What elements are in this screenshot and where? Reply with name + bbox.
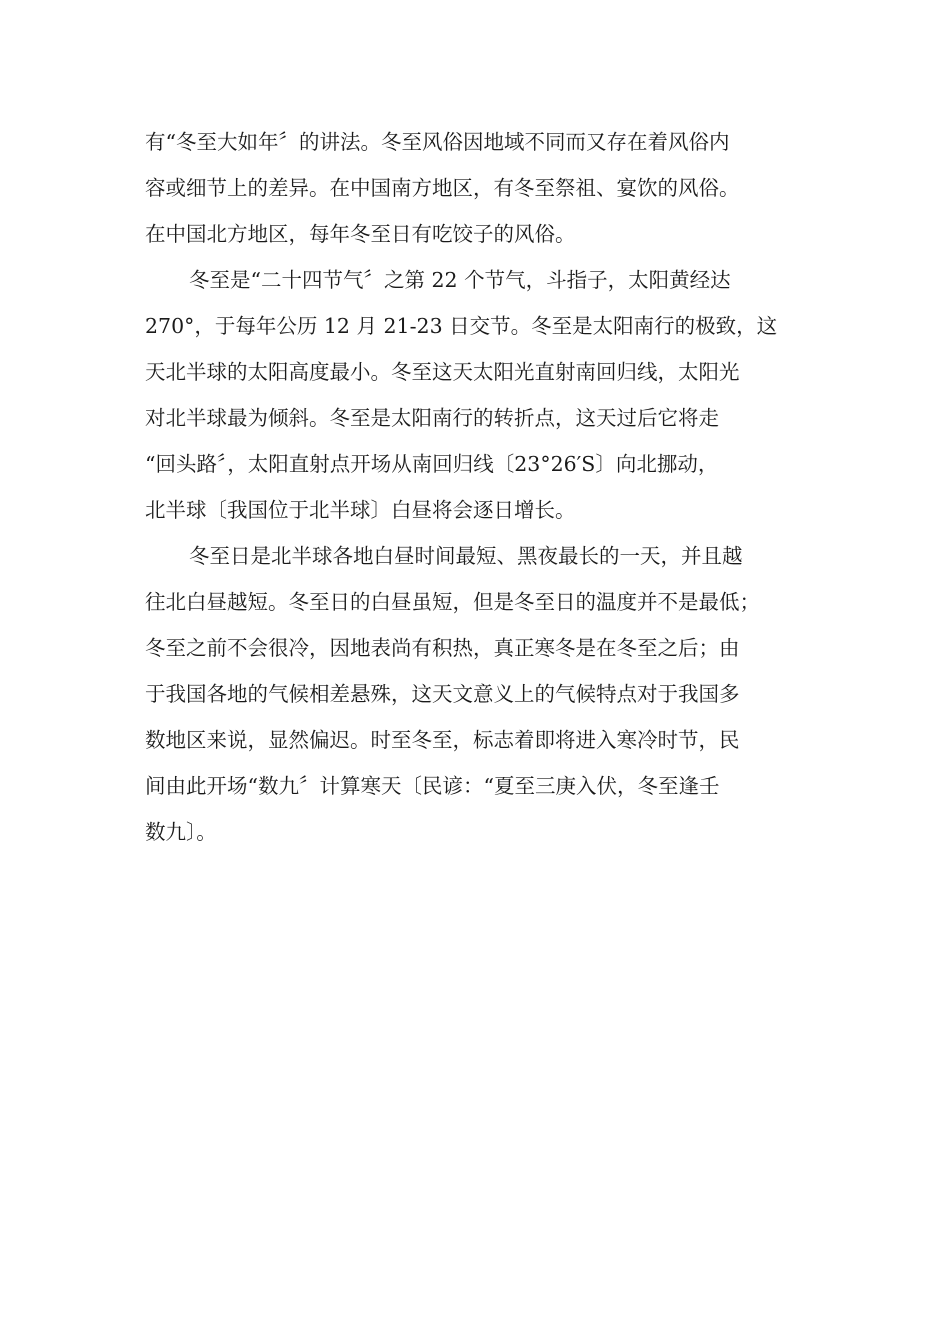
text-line: 数九〕。: [145, 820, 217, 844]
text-line: 数地区来说，显然偏迟。时至冬至，标志着即将进入寒冷时节，民: [145, 728, 740, 752]
text-line: “回头路〞，太阳直射点开场从南回归线〔23°26′S〕向北挪动，: [145, 452, 719, 476]
text-line: 天北半球的太阳高度最小。冬至这天太阳光直射南回归线，太阳光: [145, 360, 740, 384]
text-line: 270°，于每年公历 12 月 21-23 日交节。冬至是太阳南行的极致，这: [145, 314, 778, 338]
text-line: 容或细节上的差异。在中国南方地区，有冬至祭祖、宴饮的风俗。: [145, 176, 740, 200]
text-line: 冬至日是北半球各地白昼时间最短、黑夜最长的一天，并且越: [189, 544, 743, 568]
text-line: 北半球〔我国位于北半球〕白昼将会逐日增长。: [145, 498, 576, 522]
document-body: [145, 119, 835, 855]
text-line: 有“冬至大如年〞的讲法。冬至风俗因地域不同而又存在着风俗内: [145, 130, 730, 154]
text-line: 冬至是“二十四节气〞之第 22 个节气，斗指子，太阳黄经达: [189, 268, 731, 292]
text-line: 对北半球最为倾斜。冬至是太阳南行的转折点，这天过后它将走: [145, 406, 719, 430]
paragraph-1: [145, 119, 835, 257]
paragraph-2: [145, 257, 835, 533]
text-line: 在中国北方地区，每年冬至日有吃饺子的风俗。: [145, 222, 576, 246]
text-line: 于我国各地的气候相差悬殊，这天文意义上的气候特点对于我国多: [145, 682, 740, 706]
text-line: 间由此开场“数九〞计算寒天〔民谚：“夏至三庚入伏，冬至逢壬: [145, 774, 720, 798]
text-line: 往北白昼越短。冬至日的白昼虽短，但是冬至日的温度并不是最低；: [145, 590, 760, 614]
text-line: 冬至之前不会很冷，因地表尚有积热，真正寒冬是在冬至之后；由: [145, 636, 740, 660]
paragraph-3: [145, 533, 835, 855]
